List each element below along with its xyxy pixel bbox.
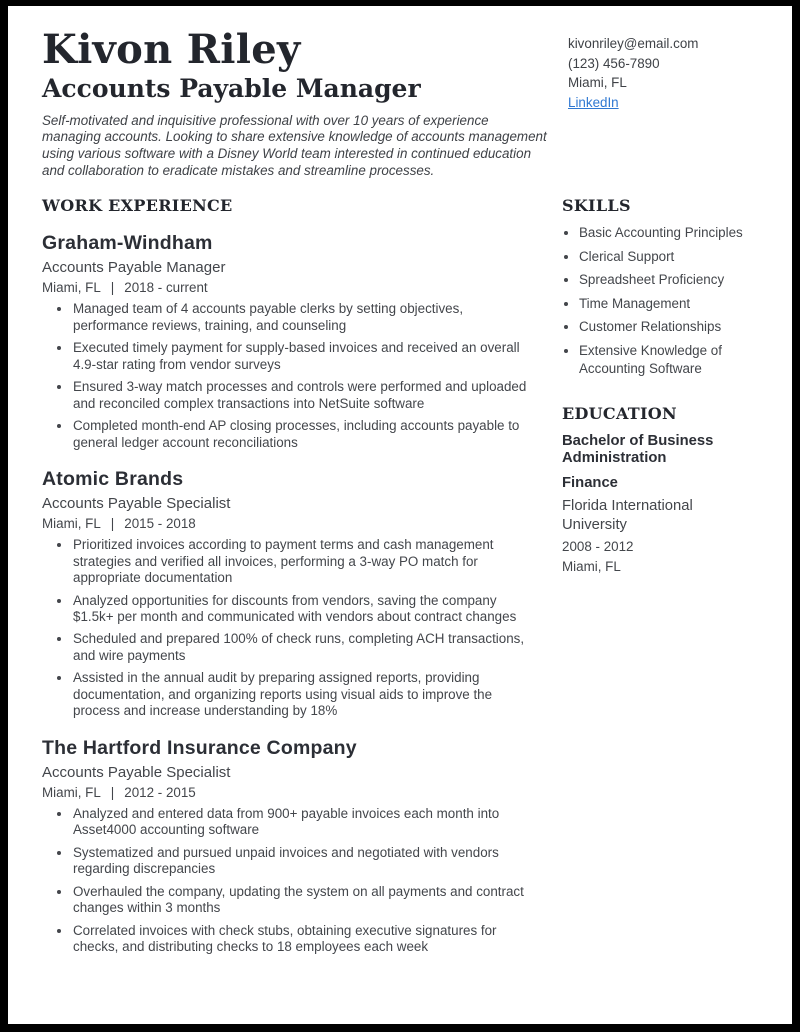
job-bullet: • Scheduled and prepared 100% of check runs, completing ACH transactions, and wire payments [72, 631, 536, 664]
job-bullet: • Completed month-end AP closing processes, including accounts payable to general ledger account reconciliations [72, 418, 536, 451]
job-entry [42, 737, 536, 956]
contact-email: kivonriley@email.com [568, 36, 699, 51]
education-heading: EDUCATION [562, 403, 677, 423]
skill-item: • Extensive Knowledge of Accounting Software [579, 342, 756, 379]
job-title: Accounts Payable Specialist [42, 495, 231, 513]
job-bullet: • Executed timely payment for supply-based invoices and received an overall 4.9-star rating from vendor surveys [72, 340, 536, 373]
education-dates: 2008 - 2012 [562, 539, 634, 555]
job-meta [42, 516, 536, 531]
job-bullet-list [42, 806, 536, 956]
job-company: The Hartford Insurance Company [42, 736, 357, 759]
education-degree: Bachelor of Business Administration [562, 432, 714, 467]
education-location: Miami, FL [562, 559, 621, 575]
skill-item: • Basic Accounting Principles [579, 224, 756, 243]
job-dates: 2015 - 2018 [124, 516, 196, 532]
candidate-name: Kivon Riley [42, 26, 301, 73]
job-dates: 2018 - current [124, 280, 208, 296]
job-bullet: • Systematized and pursued unpaid invoices and negotiated with vendors regarding discrepancies [72, 845, 536, 878]
resume-body [42, 196, 762, 962]
identity-block [42, 28, 568, 179]
meta-separator: | [110, 516, 115, 532]
contact-location: Miami, FL [568, 75, 627, 90]
job-meta [42, 280, 536, 295]
sidebar-column [562, 196, 756, 962]
skills-heading: SKILLS [562, 196, 631, 216]
job-location: Miami, FL [42, 516, 101, 532]
job-bullet: • Assisted in the annual audit by preparing assigned reports, providing documentation, and organizing reports using visual aids to improve the process and increase understanding by 18% [72, 670, 536, 719]
job-location: Miami, FL [42, 784, 101, 800]
job-bullet: • Correlated invoices with check stubs, obtaining executive signatures for checks, and distributing checks to 18 employees each week [72, 923, 536, 956]
skill-item: • Spreadsheet Proficiency [579, 271, 756, 290]
summary-paragraph: Self-motivated and inquisitive professional with over 10 years of experience managing accounts. Looking to share extensive knowledge of accounts management using various software with a Disney World team interested in continued education and collaboration to eradicate mistakes and streamline processes. [42, 112, 547, 178]
work-experience-heading: WORK EXPERIENCE [42, 196, 233, 216]
education-school: Florida International University [562, 498, 693, 533]
job-bullet: • Overhauled the company, updating the system on all payments and contract changes within 3 months [72, 884, 536, 917]
job-meta [42, 785, 536, 800]
education-major: Finance [562, 475, 618, 492]
job-company: Atomic Brands [42, 468, 184, 491]
job-entry [42, 232, 536, 451]
job-bullet-list [42, 537, 536, 720]
job-entry [42, 468, 536, 720]
job-title: Accounts Payable Specialist [42, 763, 231, 781]
resume-header [42, 28, 762, 179]
skill-item: • Customer Relationships [579, 318, 756, 337]
job-title: Accounts Payable Manager [42, 259, 226, 277]
linkedin-link[interactable]: LinkedIn [568, 94, 619, 110]
skills-list [562, 224, 756, 379]
skill-item: • Time Management [579, 295, 756, 314]
work-experience-section [42, 196, 562, 962]
job-bullet: • Analyzed and entered data from 900+ payable invoices each month into Asset4000 accounting software [72, 806, 536, 839]
meta-separator: | [110, 784, 115, 800]
job-bullet: • Prioritized invoices according to payment terms and cash management strategies and verified all invoices, performing a 3-way PO match for appropriate documentation [72, 537, 536, 586]
job-bullet-list [42, 301, 536, 451]
job-bullet: • Analyzed opportunities for discounts from vendors, saving the company $1.5k+ per month and communicated with vendors about contract changes [72, 593, 536, 626]
job-bullet: • Ensured 3-way match processes and controls were performed and uploaded and reconciled complex transactions into NetSuite software [72, 379, 536, 412]
job-dates: 2012 - 2015 [124, 784, 196, 800]
job-company: Graham-Windham [42, 232, 213, 255]
contact-block [568, 28, 762, 179]
meta-separator: | [110, 280, 115, 296]
skill-item: • Clerical Support [579, 248, 756, 267]
job-bullet: • Managed team of 4 accounts payable clerks by setting objectives, performance reviews, training, and counseling [72, 301, 536, 334]
contact-phone: (123) 456-7890 [568, 55, 660, 71]
candidate-role: Accounts Payable Manager [42, 74, 421, 103]
job-location: Miami, FL [42, 280, 101, 296]
